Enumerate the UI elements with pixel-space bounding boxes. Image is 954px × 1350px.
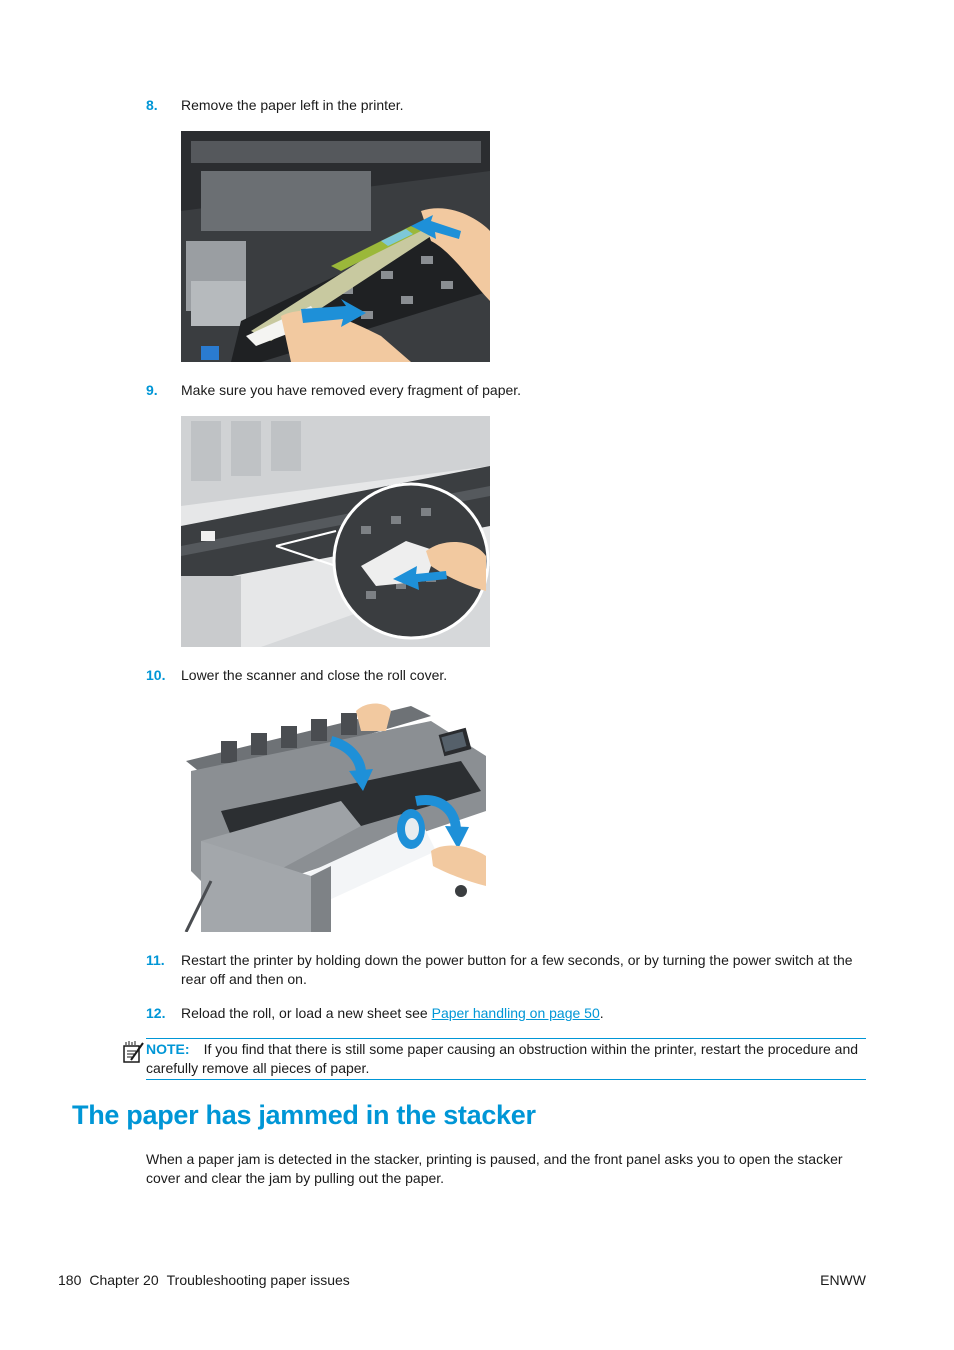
note-icon [121,1040,145,1064]
step-11 [146,951,870,989]
footer-chapter: Chapter 20 [89,1272,159,1288]
step-text: Make sure you have removed every fragment of paper. [181,382,522,398]
note-label: NOTE: [146,1041,190,1057]
step-8 [146,96,870,115]
note-text: If you find that there is still some paper causing an obstruction within the printer, restart the procedure and carefully remove all pieces of paper. [146,1041,859,1076]
step-text: Reload the roll, or load a new sheet see Paper handling on page 50. [181,1005,604,1021]
step-12 [146,1004,870,1023]
step-number: 11. [146,952,165,968]
footer-left [58,1272,358,1288]
step-number: 12. [146,1005,166,1021]
step-number: 8. [146,97,158,113]
step-number: 10. [146,667,166,683]
page-number: 180 [58,1272,82,1288]
step-text: Restart the printer by holding down the power button for a few seconds, or by turning the power switch at the rear off and then on. [181,952,853,987]
footer-right: ENWW [820,1272,866,1288]
step-10 [146,666,870,685]
step-9 [146,381,870,400]
step-number: 9. [146,382,158,398]
paper-handling-link[interactable]: Paper handling on page 50 [431,1005,600,1021]
photo-remove-paper [181,131,490,362]
photo-check-fragments [181,416,490,647]
note-box [146,1038,866,1080]
photo-close-cover [181,701,490,932]
section-paragraph: When a paper jam is detected in the stacker, printing is paused, and the front panel asks you to open the stacker cover and clear the jam by pulling out the paper. [146,1151,843,1186]
footer-chapter-title: Troubleshooting paper issues [166,1272,350,1288]
section-heading: The paper has jammed in the stacker [72,1100,536,1130]
step-text: Lower the scanner and close the roll cover. [181,667,448,683]
step-text: Remove the paper left in the printer. [181,97,404,113]
